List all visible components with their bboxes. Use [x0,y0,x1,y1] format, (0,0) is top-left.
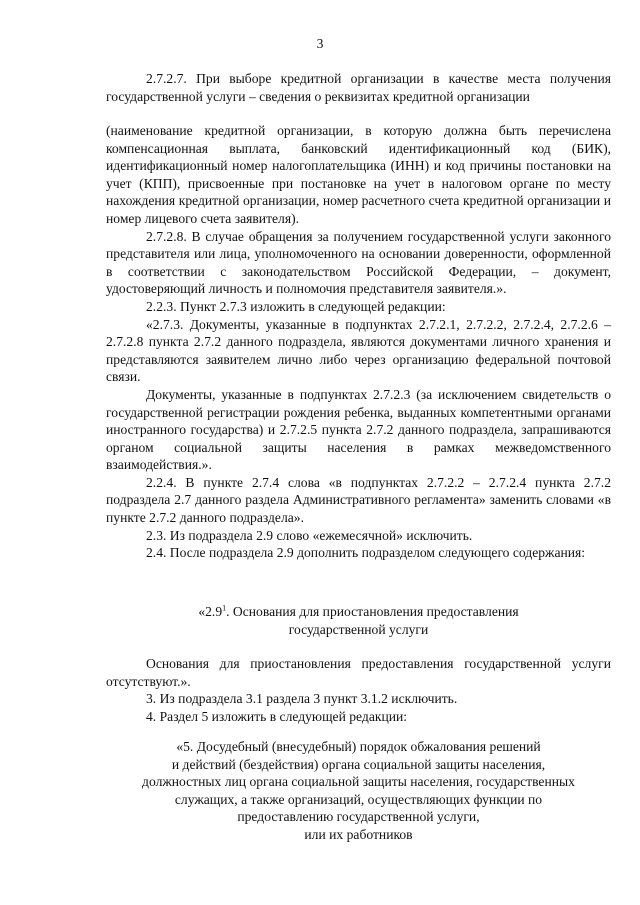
heading-5-line: предоставлению государственной услуги, [237,809,480,825]
paragraph-2-3: 2.3. Из подраздела 2.9 слово «ежемесячной» исключить. [146,527,473,543]
heading-5-line: «5. Досудебный (внесудебный) порядок обжалования решений [176,739,541,754]
paragraph-2-4: 2.4. После подраздела 2.9 дополнить подразделом следующего содержания: [146,545,586,561]
heading-5-line: или их работников [304,826,413,842]
subsection-heading-2-9-1 [106,603,611,638]
heading-line-2: государственной услуги [288,621,429,637]
heading-line-1: «$2.9^1$. Основания для приостановления предоставления [198,603,519,619]
section-heading-5 [106,738,611,844]
heading-5-line: и действий (бездействия) органа социальной защиты населения, [171,756,546,772]
section-b [106,122,611,562]
paragraph-3: 3. Из подраздела 3.1 раздела 3 пункт 3.1.2 исключить. [146,691,458,707]
paragraph-4: 4. Раздел 5 изложить в следующей редакции: [146,708,408,724]
section-c [106,655,611,725]
paragraph-2-2-4: 2.2.4. В пункте 2.7.4 слова «в подпунктах 2.7.2.2 – 2.7.2.4 пункта 2.7.2 подраздела 2.7 данного раздела Административного регламента» заменить словами «в пункте 2.7.2 данного подраздела». [106,474,611,526]
page-number: 3 [316,36,324,51]
paragraph-bank-details: (наименование кредитной организации, в которую должна быть перечислена компенсационная выплата, банковский идентификационный код (БИК), идентификационный номер налогоплательщика (ИНН) и код причины постановки на учет (КПП), присвоенные при постановке на учет в налоговом органе по месту нахождения кредитной организации, номер расчетного счета кредитной организации и номер лицевого счета заявителя). [106,123,611,226]
heading-5-line: должностных лиц органа социальной защиты населения, государственных [142,774,575,790]
paragraph-2-7-3: «2.7.3. Документы, указанные в подпунктах 2.7.2.1, 2.7.2.2, 2.7.2.4, 2.7.2.6 – 2.7.2.8 пункта 2.7.2 данного подраздела, являются документами личного хранения и представляются заявителем лично либо через организацию федеральной почтовой связи. [106,316,611,385]
paragraph-documents: Документы, указанные в подпунктах 2.7.2.3 (за исключением свидетельств о государственной регистрации рождения ребенка, выданных компетентными органами иностранного государства) и 2.7.2.5 пункта 2.7.2 данного подраздела, запрашиваются органом социальной защиты населения в рамках межведомственного взаимодействия.». [106,386,611,473]
paragraph-2-7-2-8: 2.7.2.8. В случае обращения за получением государственной услуги законного представителя или лица, уполномоченного на основании доверенности, оформленной в соответствии с законодательством Российской Федерации, – документ, удостоверяющий личность и полномочия представителя заявителя.». [106,228,611,297]
section-a [106,70,611,105]
paragraph-2-7-2-7: 2.7.2.7. При выборе кредитной организации в качестве места получения государственной услуги – сведения о реквизитах кредитной организации [106,71,611,104]
paragraph-2-2-3: 2.2.3. Пункт 2.7.3 изложить в следующей редакции: [146,298,446,314]
paragraph-suspension: Основания для приостановления предоставления государственной услуги отсутствуют.». [106,656,611,689]
heading-5-line: служащих, а также организаций, осуществляющих функции по [174,791,543,807]
